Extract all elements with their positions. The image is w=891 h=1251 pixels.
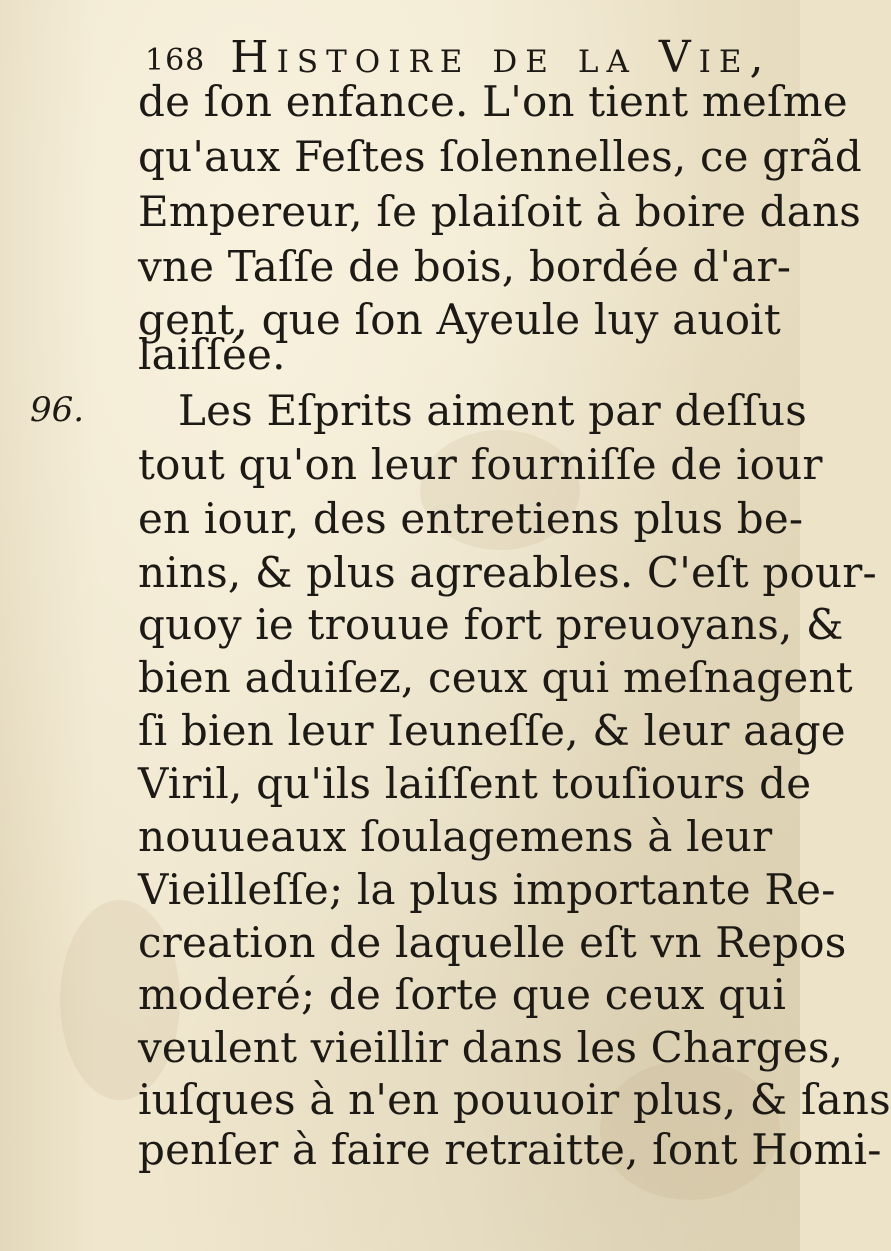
text-line: quoy ie trouue fort preuoyans, &: [138, 600, 844, 649]
margin-section-number: 96.: [30, 390, 85, 430]
text-line: moderé; de ſorte que ceux qui: [138, 970, 787, 1019]
text-line: creation de laquelle eſt vn Repos: [138, 918, 847, 967]
text-line: veulent vieillir dans les Charges,: [138, 1023, 844, 1072]
text-line: vne Taſſe de bois, bordée d'ar-: [138, 242, 792, 291]
text-line: Les Eſprits aiment par deſſus: [178, 386, 808, 435]
text-line: Viril, qu'ils laiſſent touſiours de: [138, 759, 812, 808]
text-line: tout qu'on leur fourniſſe de iour: [138, 440, 823, 489]
running-title: Histoire de la Vie,: [230, 32, 772, 83]
text-line: nouueaux ſoulagemens à leur: [138, 812, 773, 861]
text-line: penſer à faire retraitte, ſont Homi-: [138, 1125, 882, 1174]
text-line: de ſon enfance. L'on tient meſme: [138, 77, 848, 126]
page-number: 168: [145, 43, 206, 78]
text-line: Empereur, ſe plaiſoit à boire dans: [138, 187, 862, 236]
text-line: Vieilleſſe; la plus importante Re-: [138, 865, 836, 914]
text-line: qu'aux Feſtes ſolennelles, ce grãd: [138, 132, 862, 181]
text-line: nins, & plus agreables. C'eſt pour-: [138, 548, 877, 597]
text-line: ſi bien leur Ieuneſſe, & leur aage: [138, 706, 846, 755]
text-line: iuſques à n'en pouuoir plus, & ſans: [138, 1075, 891, 1124]
text-line: en iour, des entretiens plus be-: [138, 494, 804, 543]
text-line: bien aduiſez, ceux qui meſnagent: [138, 653, 853, 702]
text-line: laiſſée.: [138, 330, 286, 379]
text-line: gent, que ſon Ayeule luy auoit: [138, 295, 781, 344]
